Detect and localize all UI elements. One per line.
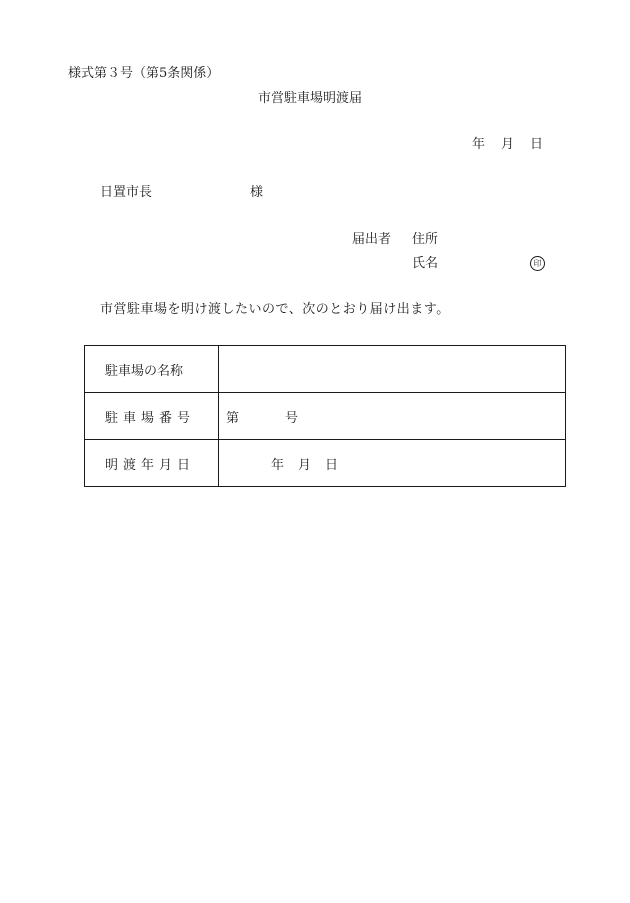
parking-name-field[interactable] bbox=[219, 346, 566, 393]
parking-number-suffix: 号 bbox=[285, 410, 299, 426]
addressee-honorific: 様 bbox=[250, 185, 264, 200]
parking-number-label: 駐車場番号 bbox=[85, 393, 219, 440]
vacate-date-label: 明渡年月日 bbox=[85, 440, 219, 487]
vacate-day-label: 日 bbox=[325, 457, 339, 473]
parking-info-table bbox=[84, 345, 566, 487]
form-number: 様式第３号（第5条関係） bbox=[68, 66, 220, 81]
parking-number-field[interactable] bbox=[219, 393, 566, 440]
statement-text: 市営駐車場を明け渡したいので、次のとおり届け出ます。 bbox=[100, 302, 450, 317]
date-month-label: 月 bbox=[501, 137, 515, 152]
date-day-label: 日 bbox=[530, 137, 544, 152]
parking-name-label: 駐車場の名称 bbox=[85, 346, 219, 393]
address-label: 住所 bbox=[412, 232, 439, 247]
seal-mark-icon: 印 bbox=[530, 256, 545, 271]
parking-number-prefix: 第 bbox=[226, 410, 240, 426]
vacate-year-label: 年 bbox=[271, 457, 285, 473]
notifier-label: 届出者 bbox=[352, 232, 392, 247]
name-label: 氏名 bbox=[412, 256, 439, 271]
document-title: 市営駐車場明渡届 bbox=[258, 91, 363, 106]
submission-date bbox=[472, 137, 543, 153]
table-row bbox=[85, 346, 566, 393]
table-row bbox=[85, 393, 566, 440]
vacate-date-field[interactable] bbox=[219, 440, 566, 487]
date-year-label: 年 bbox=[472, 137, 486, 152]
table-row bbox=[85, 440, 566, 487]
addressee-name: 日置市長 bbox=[100, 185, 153, 200]
vacate-month-label: 月 bbox=[298, 457, 312, 473]
